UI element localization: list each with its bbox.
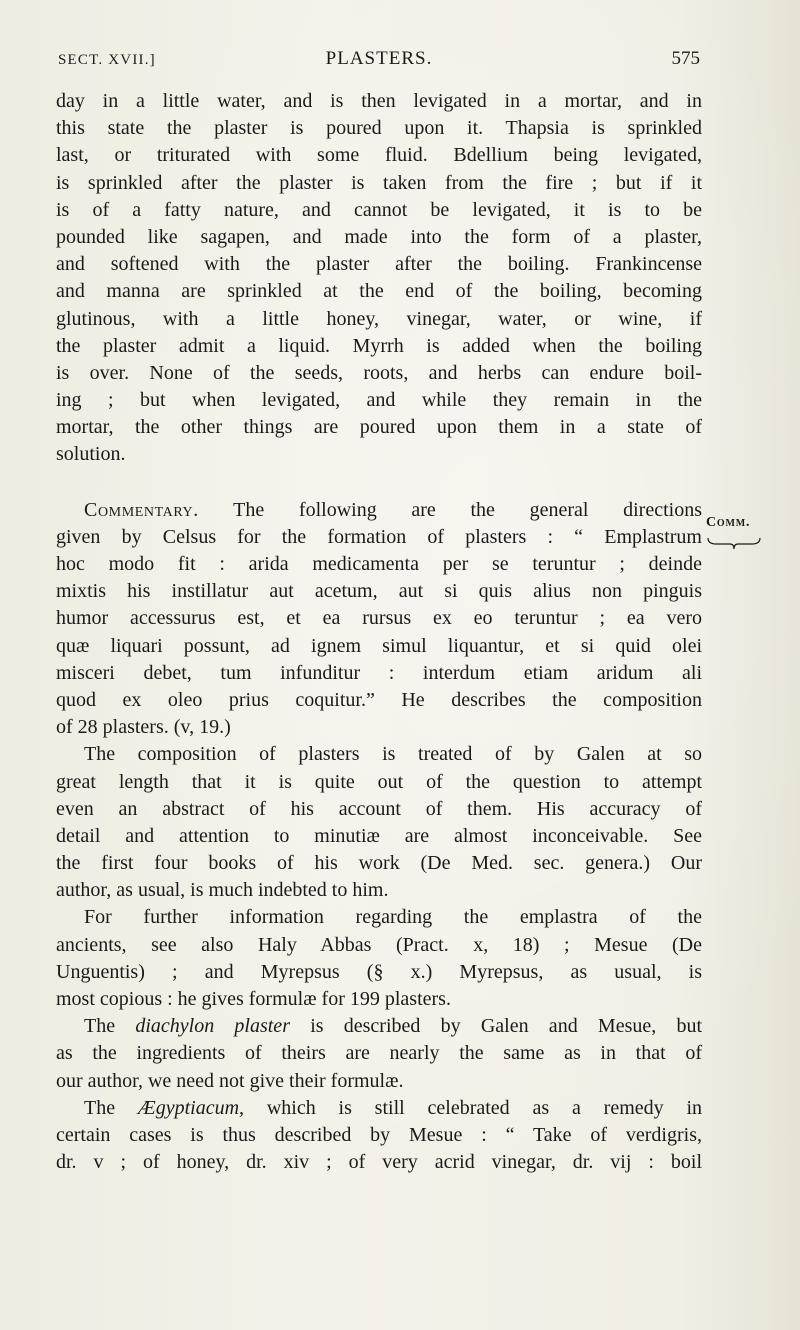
- text-line: humor accessurus est, et ea rursus ex eo teruntur ; ea vero: [56, 607, 702, 630]
- text-line: quæ liquari possunt, ad ignem simul liquantur, et si quid olei: [56, 634, 702, 657]
- text-span: is described by Galen and Mesue, but: [289, 1015, 703, 1038]
- section-label: SECT. XVII.]: [58, 52, 156, 68]
- text-line: [56, 1013, 702, 1040]
- text-line: ing ; but when levigated, and while they remain in the: [56, 389, 702, 412]
- italic-term: diachylon plaster: [135, 1015, 290, 1038]
- text-line: misceri debet, tum infunditur : interdum etiam aridum ali: [56, 661, 702, 684]
- text-line: The composition of plasters is treated of by Galen at so: [84, 743, 702, 766]
- text-line: as the ingredients of theirs are nearly the same as in that of: [56, 1042, 702, 1065]
- commentary-first-line: The following are the general directions: [198, 498, 702, 521]
- text-line: the plaster admit a liquid. Myrrh is added when the boiling: [56, 334, 702, 357]
- text-line: quod ex oleo prius coquitur.” He describes the composition: [56, 688, 702, 711]
- text-span: The: [84, 1096, 138, 1119]
- margin-brace: [706, 536, 762, 550]
- commentary-paragraph: [56, 497, 702, 742]
- text-line: detail and attention to minutiæ are almost inconceivable. See: [56, 824, 702, 847]
- text-line: author, as usual, is much indebted to him.: [56, 879, 389, 902]
- page-number: 575: [671, 48, 700, 69]
- paragraph-diachylon: [56, 1013, 702, 1095]
- text-line: certain cases is thus described by Mesue : “ Take of verdigris,: [56, 1123, 702, 1146]
- text-line: and softened with the plaster after the boiling. Frankincense: [56, 253, 702, 276]
- paragraph-1: [56, 88, 702, 469]
- text-line: our author, we need not give their formulæ.: [56, 1069, 404, 1092]
- margin-note: Comm.: [706, 515, 751, 530]
- text-line: of 28 plasters. (v, 19.): [56, 716, 231, 739]
- text-line: solution.: [56, 443, 126, 466]
- text-line: pounded like sagapen, and made into the form of a plaster,: [56, 225, 702, 248]
- paragraph-galen: [56, 741, 702, 904]
- text-line: mortar, the other things are poured upon them in a state of: [56, 416, 702, 439]
- paragraph-gap: [56, 469, 702, 497]
- text-span: The: [84, 1015, 136, 1038]
- paragraph-aegyptiacum: [56, 1095, 702, 1177]
- running-header: [58, 48, 700, 74]
- text-line: most copious : he gives formulæ for 199 plasters.: [56, 988, 451, 1010]
- text-line: is over. None of the seeds, roots, and herbs can endure boil-: [56, 361, 702, 384]
- italic-term: Ægyptiacum,: [137, 1096, 245, 1119]
- commentary-label: Commentary.: [84, 498, 199, 521]
- text-line: dr. v ; of honey, dr. xiv ; of very acrid vinegar, dr. vij : boil: [56, 1151, 702, 1174]
- text-line: day in a little water, and is then levigated in a mortar, and in: [56, 90, 702, 112]
- text-line: the first four books of his work (De Med. sec. genera.) Our: [56, 852, 702, 875]
- text-line: For further information regarding the emplastra of the: [84, 906, 702, 929]
- paragraph-further-info: [56, 904, 702, 1013]
- text-line: is of a fatty nature, and cannot be levigated, it is to be: [56, 198, 702, 221]
- text-line: mixtis his instillatur aut acetum, aut si quis alius non pinguis: [56, 580, 702, 603]
- text-line: is sprinkled after the plaster is taken from the fire ; but if it: [56, 171, 702, 194]
- text-line: glutinous, with a little honey, vinegar, water, or wine, if: [56, 307, 702, 330]
- text-span: which is still celebrated as a remedy in: [244, 1096, 703, 1119]
- text-line: this state the plaster is poured upon it. Thapsia is sprinkled: [56, 117, 702, 140]
- text-line: hoc modo fit : arida medicamenta per se teruntur ; deinde: [56, 553, 702, 575]
- text-line: given by Celsus for the formation of plasters : “ Emplastrum: [56, 525, 702, 548]
- text-line: even an abstract of his account of them. His accuracy of: [56, 797, 702, 820]
- text-line: great length that it is quite out of the question to attempt: [56, 770, 702, 793]
- text-line: Unguentis) ; and Myrepsus (§ x.) Myrepsus, as usual, is: [56, 960, 702, 983]
- text-line: and manna are sprinkled at the end of the boiling, becoming: [56, 280, 702, 303]
- text-line: ancients, see also Haly Abbas (Pract. x, 18) ; Mesue (De: [56, 933, 702, 956]
- page-title: PLASTERS.: [325, 48, 433, 69]
- text-line: last, or triturated with some fluid. Bdellium being levigated,: [56, 144, 702, 167]
- text-line: [56, 1095, 702, 1122]
- page-body: [56, 88, 702, 1176]
- text-line: [56, 497, 702, 524]
